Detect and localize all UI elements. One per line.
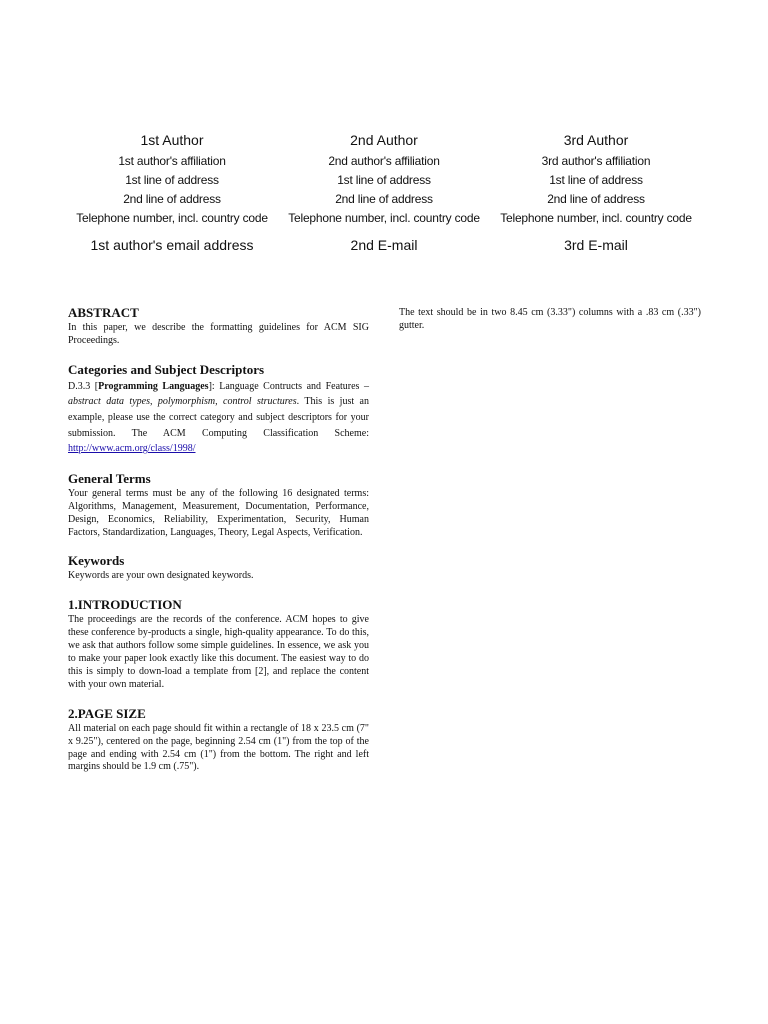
general-terms-text: Your general terms must be any of the following 16 designated terms: Algorithms, Management, Measurement, Documentation, Performance, Design, Economics, Reliability, Experimentation, Security, Human Factors, Standardization, Languages, Theory, Legal Aspects, Verification.: [68, 487, 369, 538]
page-size-heading: 2.PAGE SIZE: [68, 705, 146, 721]
author-name: 3rd Author: [563, 132, 629, 148]
general-terms-section: [68, 471, 369, 540]
author-name: 1st Author: [140, 132, 204, 148]
left-column: [68, 305, 369, 788]
keywords-text: Keywords are your own designated keywords.: [68, 570, 254, 582]
author-address-line-1: 1st line of address: [125, 173, 219, 187]
author-affiliation: 2nd author's affiliation: [328, 154, 440, 168]
author-address-line-2: 2nd line of address: [335, 192, 433, 206]
general-terms-heading: General Terms: [68, 470, 151, 486]
keywords-section: [68, 553, 369, 583]
categories-section: [68, 362, 369, 457]
author-affiliation: 1st author's affiliation: [118, 154, 226, 168]
author-address-line-1: 1st line of address: [549, 173, 643, 187]
author-phone: Telephone number, incl. country code: [288, 211, 480, 225]
categories-code: D.3.3 [: [68, 380, 99, 392]
author-block: [66, 131, 702, 255]
author-1: [66, 131, 278, 255]
introduction-section: [68, 597, 369, 691]
categories-italic-terms: abstract data types, polymorphism, control structures: [68, 396, 297, 408]
page-size-text: All material on each page should fit within a rectangle of 18 x 23.5 cm (7" x 9.25"), centered on the page, beginning 2.54 cm (1") from the top of the page and ending with 2.54 cm (1") from the bottom. The right and left margins should be 1.9 cm (.75").: [68, 722, 369, 773]
author-name: 2nd Author: [350, 132, 418, 148]
abstract-section: [68, 305, 369, 348]
introduction-text: The proceedings are the records of the conference. ACM hopes to give these conference by-products a single, high-quality appearance. To do this, we ask that authors follow some simple guidelines. In essence, we ask you to make your paper look exactly like this document. The easiest way to do this is simply to down-load a template from [2], and replace the content with your own material.: [68, 614, 369, 690]
abstract-text: In this paper, we describe the formatting guidelines for ACM SIG Proceedings.: [68, 322, 369, 346]
abstract-heading: ABSTRACT: [68, 305, 139, 320]
categories-rest: . This is just an example, please use the correct category and subject descriptors for your submission. The ACM Computing Classification Scheme:: [68, 396, 369, 439]
page-size-section: [68, 706, 369, 775]
author-email: 1st author's email address: [90, 237, 254, 253]
author-3: [490, 131, 702, 255]
author-affiliation: 3rd author's affiliation: [541, 154, 651, 168]
columns-text: The text should be in two 8.45 cm (3.33") columns with a .83 cm (.33") gutter.: [399, 307, 701, 331]
author-phone: Telephone number, incl. country code: [500, 211, 692, 225]
author-address-line-1: 1st line of address: [337, 173, 431, 187]
introduction-heading: 1.INTRODUCTION: [68, 597, 182, 613]
keywords-heading: Keywords: [68, 553, 125, 569]
author-email: 3rd E-mail: [564, 237, 628, 253]
categories-after-bold: ]: Language Contructs and Features –: [208, 380, 369, 392]
author-2: [278, 131, 490, 255]
categories-bold-label: Programming Languages: [98, 380, 209, 392]
right-column: [399, 307, 701, 333]
author-address-line-2: 2nd line of address: [123, 192, 221, 206]
author-address-line-2: 2nd line of address: [547, 192, 645, 206]
categories-heading: Categories and Subject Descriptors: [68, 361, 265, 377]
acm-classification-link[interactable]: http://www.acm.org/class/1998/: [68, 443, 196, 455]
categories-text: [68, 379, 369, 457]
author-phone: Telephone number, incl. country code: [76, 211, 268, 225]
author-email: 2nd E-mail: [350, 237, 418, 253]
